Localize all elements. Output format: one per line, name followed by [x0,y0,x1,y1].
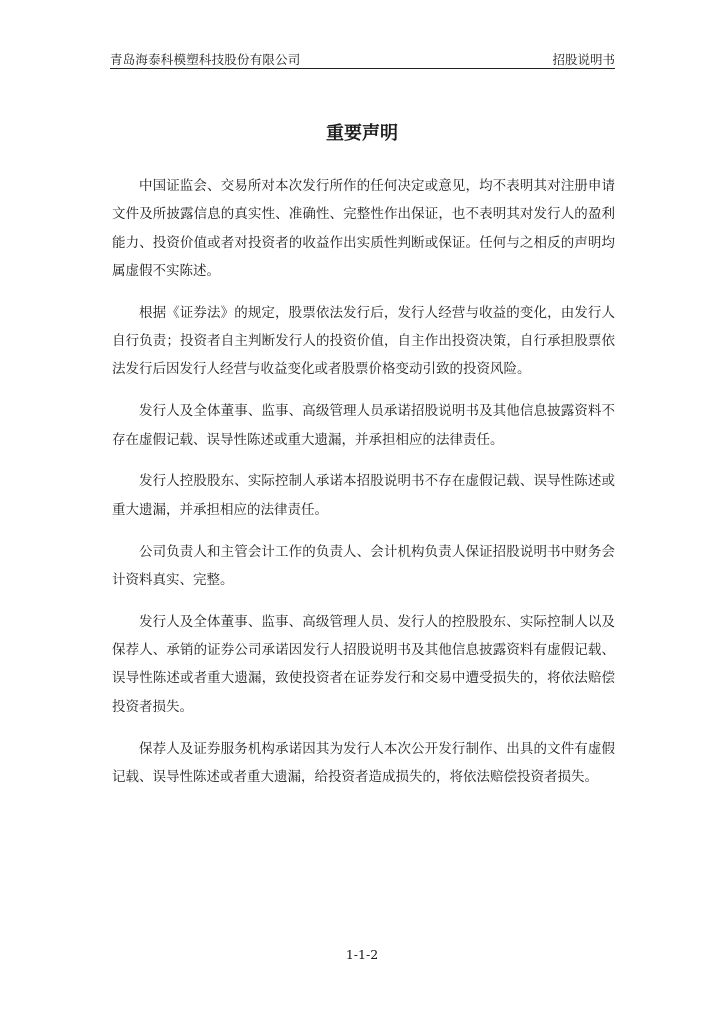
page-header [110,50,615,70]
paragraph-accounting-guarantee: 公司负责人和主管会计工作的负责人、会计机构负责人保证招股说明书中财务会计资料真实、完整。 [112,543,615,588]
paragraph-directors-commitment: 发行人及全体董事、监事、高级管理人员承诺招股说明书及其他信息披露资料不存在虚假记载、误导性陈述或重大遗漏，并承担相应的法律责任。 [112,403,615,448]
header-document-type: 招股说明书 [552,52,615,67]
paragraph-csrc-disclaimer: 中国证监会、交易所对本次发行所作的任何决定或意见，均不表明其对注册申请文件及所披露信息的真实性、准确性、完整性作出保证，也不表明其对发行人的盈利能力、投资价值或者对投资者的收益作出实质性判断或保证。任何与之相反的声明均属虚假不实陈述。 [112,178,615,279]
paragraph-compensation-commitment: 发行人及全体董事、监事、高级管理人员、发行人的控股股东、实际控制人以及保荐人、承销的证券公司承诺因发行人招股说明书及其他信息披露资料有虚假记载、误导性陈述或者重大遗漏，致使投资者在证券发行和交易中遭受损失的，将依法赔偿投资者损失。 [112,613,615,715]
paragraph-sponsor-commitment: 保荐人及证券服务机构承诺因其为发行人本次公开发行制作、出具的文件有虚假记载、误导性陈述或者重大遗漏，给投资者造成损失的，将依法赔偿投资者损失。 [112,740,615,785]
page-title: 重要声明 [326,123,398,144]
header-divider [110,68,615,69]
header-company-name: 青岛海泰科模塑科技股份有限公司 [110,52,301,67]
page-number: 1-1-2 [345,947,379,962]
declaration-body [112,172,615,805]
paragraph-controller-commitment: 发行人控股股东、实际控制人承诺本招股说明书不存在虚假记载、误导性陈述或重大遗漏，并承担相应的法律责任。 [112,473,615,518]
paragraph-securities-law: 根据《证券法》的规定，股票依法发行后，发行人经营与收益的变化，由发行人自行负责；投资者自主判断发行人的投资价值，自主作出投资决策，自行承担股票依法发行后因发行人经营与收益变化或者股票价格变动引致的投资风险。 [112,304,615,378]
